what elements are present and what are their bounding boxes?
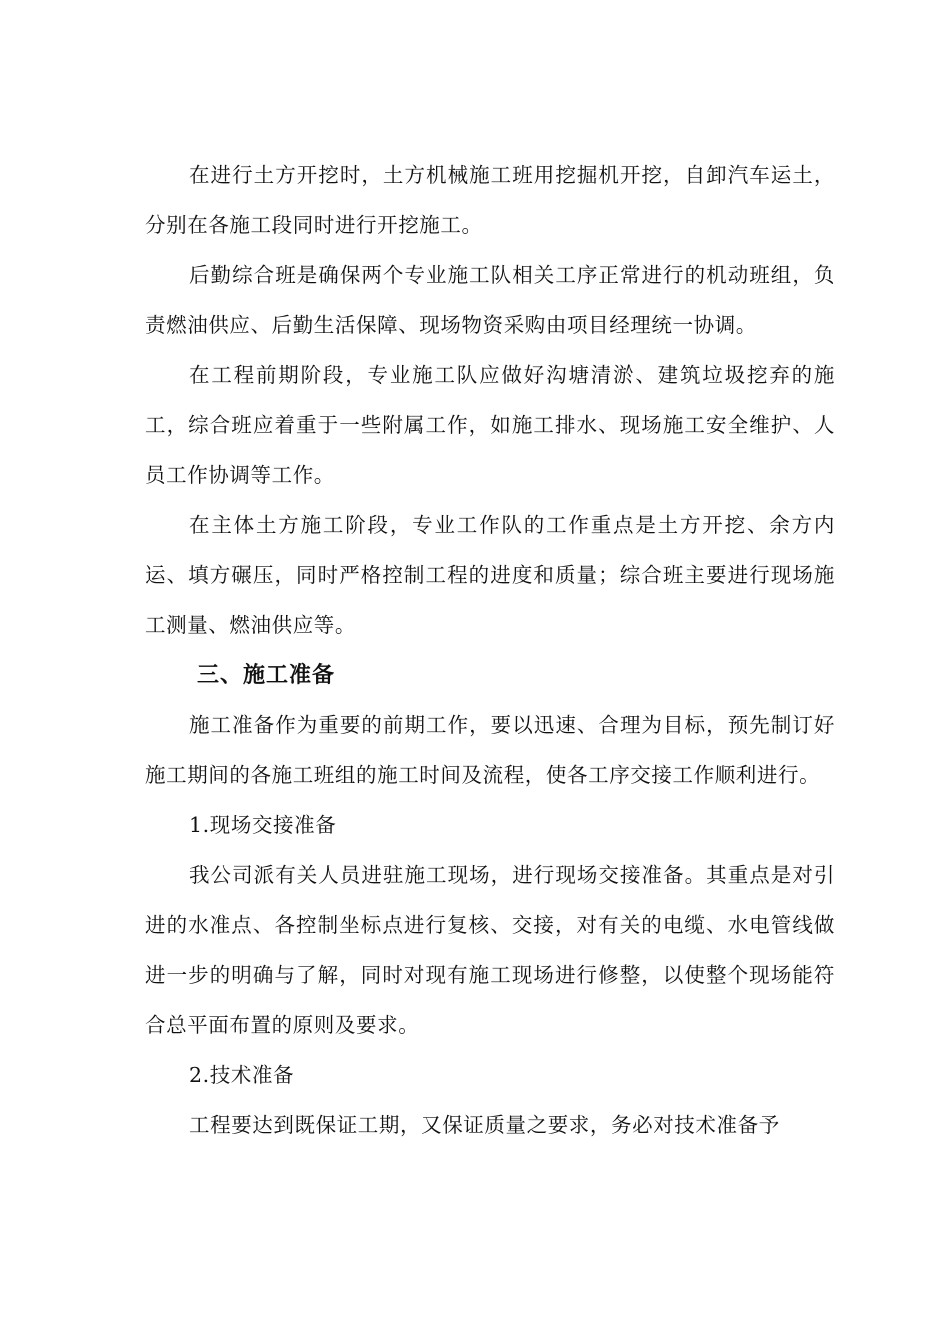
subsection-title-site-handover: 1.现场交接准备	[189, 813, 337, 837]
section-heading: 三、施工准备	[197, 662, 336, 688]
subsection-title-technical-prep: 2.技术准备	[189, 1063, 295, 1087]
document-body	[145, 150, 835, 1150]
paragraph-early-stage: 在工程前期阶段，专业施工队应做好沟塘清淤、建筑垃圾挖弃的施工，综合班应着重于一些附属工作，如施工排水、现场施工安全维护、人员工作协调等工作。	[145, 363, 835, 487]
paragraph-section-intro: 施工准备作为重要的前期工作，要以迅速、合理为目标，预先制订好施工期间的各施工班组的施工时间及流程，使各工序交接工作顺利进行。	[145, 713, 835, 787]
paragraph-technical-prep: 工程要达到既保证工期，又保证质量之要求，务必对技术准备予	[189, 1113, 780, 1137]
paragraph-logistics-team: 后勤综合班是确保两个专业施工队相关工序正常进行的机动班组，负责燃油供应、后勤生活保障、现场物资采购由项目经理统一协调。	[145, 263, 835, 337]
paragraph-site-handover: 我公司派有关人员进驻施工现场，进行现场交接准备。其重点是对引进的水准点、各控制坐标点进行复核、交接，对有关的电缆、水电管线做进一步的明确与了解，同时对现有施工现场进行修整，以使整个现场能符合总平面布置的原则及要求。	[145, 863, 835, 1037]
paragraph-excavation: 在进行土方开挖时，土方机械施工班用挖掘机开挖，自卸汽车运土，分别在各施工段同时进行开挖施工。	[145, 163, 835, 237]
paragraph-main-stage: 在主体土方施工阶段，专业工作队的工作重点是土方开挖、余方内运、填方碾压，同时严格控制工程的进度和质量；综合班主要进行现场施工测量、燃油供应等。	[145, 513, 835, 637]
